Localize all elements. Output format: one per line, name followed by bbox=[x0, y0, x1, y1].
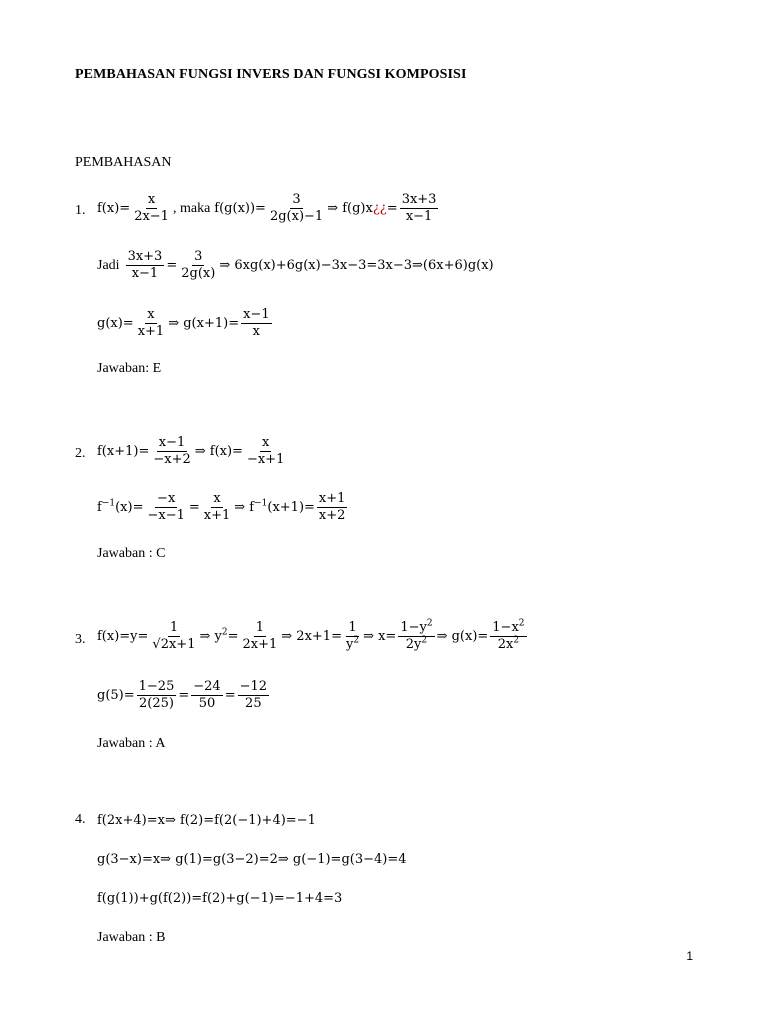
problem-1-number: 1. bbox=[75, 203, 86, 218]
fraction: $\frac{1-25}{2(25)}$ bbox=[138, 679, 175, 711]
equation-segment: ⇒ $y^2=$ bbox=[199, 627, 239, 644]
fraction: $\frac{3x+3}{x-1}$ bbox=[127, 249, 163, 281]
problem-3-line-1 bbox=[97, 618, 529, 652]
problem-1-line-2 bbox=[97, 250, 494, 281]
equation-segment: = bbox=[166, 258, 178, 273]
problem-3-answer: Jawaban : A bbox=[97, 736, 166, 751]
equation-segment: f(g(x))= bbox=[214, 201, 266, 216]
problem-4-answer: Jawaban : B bbox=[97, 930, 166, 945]
equation-segment: f(x+1)= bbox=[97, 444, 150, 459]
fraction: $\frac{x+1}{x+2}$ bbox=[318, 491, 346, 523]
fraction: $\frac{3}{2g(x)-1}$ bbox=[269, 192, 324, 224]
fraction: $\frac{x}{x+1}$ bbox=[137, 307, 165, 339]
equation-segment: = bbox=[224, 688, 236, 703]
page-number: 1 bbox=[686, 949, 693, 963]
section-heading: PEMBAHASAN bbox=[75, 155, 172, 170]
fraction: $\frac{1}{y^2}$ bbox=[345, 620, 360, 652]
fraction: $\frac{-12}{25}$ bbox=[239, 679, 268, 711]
document-title: PEMBAHASAN FUNGSI INVERS DAN FUNGSI KOMPOSISI bbox=[75, 67, 467, 82]
equation-segment: ⇒ 2x+1= bbox=[281, 629, 342, 644]
equation-segment: f(x)= bbox=[97, 201, 131, 216]
fraction: $\frac{1-y^2}{2y^2}$ bbox=[400, 618, 433, 652]
fraction: $\frac{1-x^2}{2x^2}$ bbox=[492, 618, 525, 652]
problem-1-answer: Jawaban: E bbox=[97, 361, 162, 376]
render-error-glyph: ¿¿ bbox=[372, 201, 387, 216]
problem-2-line-1 bbox=[97, 436, 288, 467]
problem-2-line-2 bbox=[97, 492, 349, 523]
equation-segment: ⇒ f(x)= bbox=[194, 444, 243, 459]
equation-segment: ⇒ g(x+1)= bbox=[168, 316, 240, 331]
equation-segment: ⇒ $f^{-1}(x+1)=$ bbox=[234, 498, 315, 515]
problem-4-number: 4. bbox=[75, 812, 86, 827]
problem-2-number: 2. bbox=[75, 446, 86, 461]
equation-segment: $f^{-1}(x)=$ bbox=[97, 498, 144, 515]
equation-segment: = bbox=[188, 500, 200, 515]
problem-2-answer: Jawaban : C bbox=[97, 546, 166, 561]
fraction: $\frac{3x+3}{x-1}$ bbox=[401, 192, 437, 224]
problem-1-line-1 bbox=[97, 193, 440, 224]
fraction: $\frac{x-1}{-x+2}$ bbox=[153, 435, 191, 467]
problem-3-number: 3. bbox=[75, 632, 86, 647]
fraction: $\frac{x-1}{x}$ bbox=[243, 307, 270, 339]
problem-3-line-2 bbox=[97, 680, 271, 711]
fraction: $\frac{1}{2x+1}$ bbox=[242, 620, 278, 652]
fraction: $\frac{x}{-x+1}$ bbox=[246, 435, 285, 467]
fraction: $\frac{-24}{50}$ bbox=[193, 679, 221, 711]
problem-1-line-3 bbox=[97, 308, 274, 339]
fraction: $\frac{x}{2x-1}$ bbox=[134, 192, 169, 224]
equation-segment: ⇒ f(g)x bbox=[327, 201, 373, 216]
problem-4-line-1: f(2x+4)=x⇒ f(2)=f(2(−1)+4)=−1 bbox=[97, 813, 316, 828]
equation-segment: = bbox=[178, 688, 190, 703]
fraction: $\frac{x}{x+1}$ bbox=[203, 491, 231, 523]
fraction: $\frac{3}{2g(x)}$ bbox=[181, 249, 216, 281]
equation-segment: g(5)= bbox=[97, 688, 135, 703]
fraction: $\frac{1}{√2x+1}$ bbox=[152, 620, 196, 652]
text-jadi: Jadi bbox=[97, 257, 120, 273]
equation-segment: ⇒ 6xg(x)+6g(x)−3x−3=3x−3⇒(6x+6)g(x) bbox=[219, 258, 494, 273]
problem-4-line-3: f(g(1))+g(f(2))=f(2)+g(−1)=−1+4=3 bbox=[97, 891, 343, 906]
equation-segment: ⇒ g(x)= bbox=[436, 629, 489, 644]
equation-segment: f(x)=y= bbox=[97, 629, 149, 644]
text-maka: , maka bbox=[172, 200, 211, 216]
equation-segment: g(x)= bbox=[97, 316, 134, 331]
problem-4-line-2: g(3−x)=x⇒ g(1)=g(3−2)=2⇒ g(−1)=g(3−4)=4 bbox=[97, 852, 407, 867]
equation-segment: = bbox=[386, 201, 398, 216]
fraction: $\frac{-x}{-x-1}$ bbox=[147, 491, 185, 523]
equation-segment: ⇒ x= bbox=[363, 629, 397, 644]
